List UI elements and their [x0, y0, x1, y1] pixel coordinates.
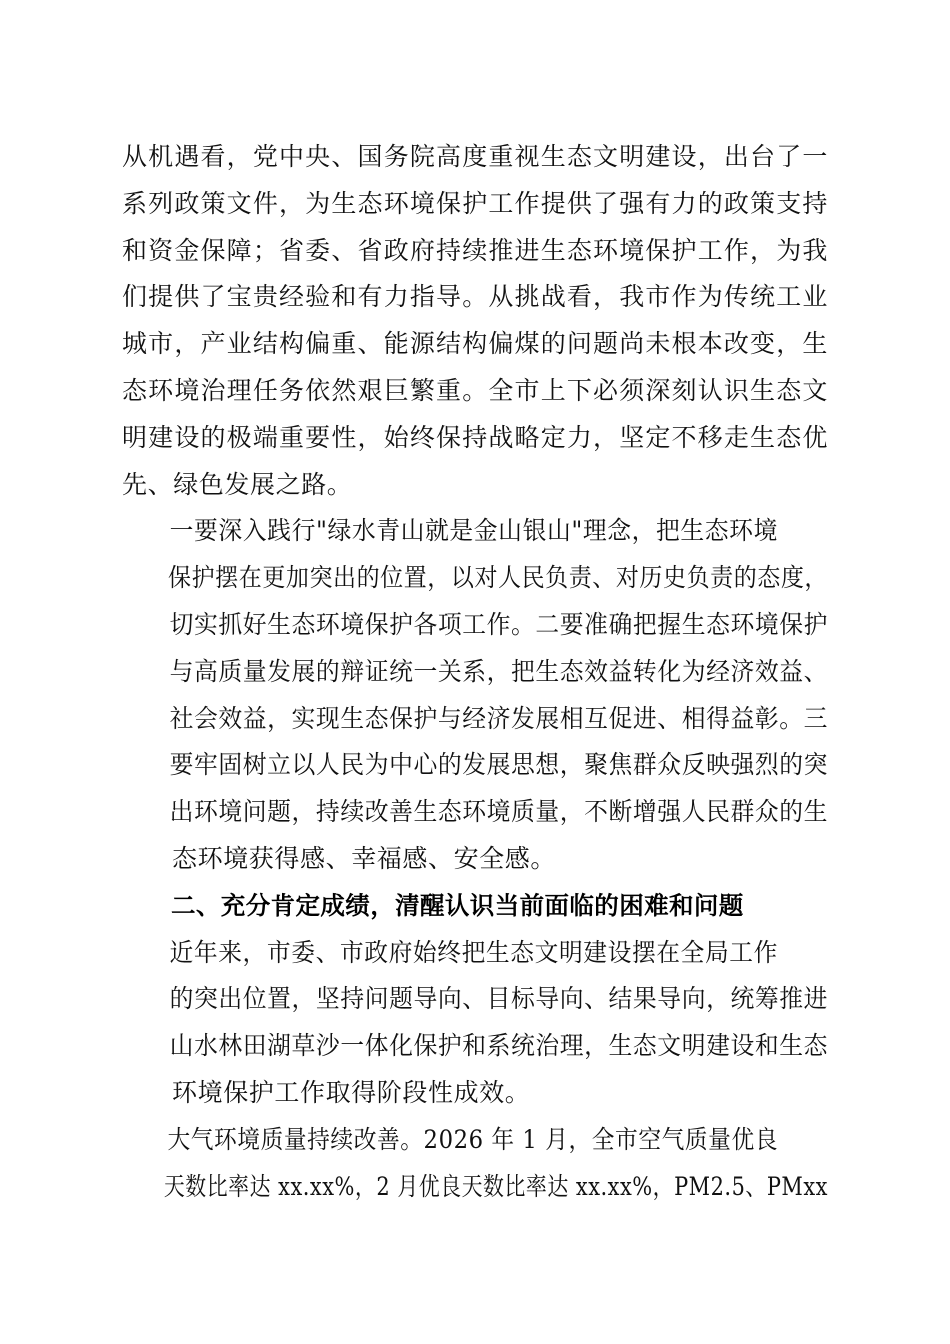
body-paragraph [122, 508, 828, 882]
text-line: 切实抓好生态环境保护各项工作。二要准确把握生态环境保护 [169, 609, 828, 639]
text-line: 保护摆在更加突出的位置，以对人民负责、对历史负责的态度， [168, 563, 829, 593]
text-line: 和资金保障；省委、省政府持续推进生态环境保护工作，为我 [122, 235, 829, 265]
text-line: 天数比率达 xx.xx%，2 月优良天数比率达 xx.xx%，PM2.5、PMxx [163, 1171, 828, 1201]
text-line: 二、充分肯定成绩，清醒认识当前面临的困难和问题 [171, 890, 744, 920]
text-line: 先、绿色发展之路。 [122, 469, 353, 499]
body-paragraph [122, 134, 828, 508]
text-line: 社会效益，实现生态保护与经济发展相互促进、相得益彰。三 [169, 703, 828, 733]
text-line: 城市，产业结构偏重、能源结构偏煤的问题尚未根本改变，生 [122, 329, 829, 359]
text-line: 从机遇看，党中央、国务院高度重视生态文明建设，出台了一 [122, 142, 829, 171]
text-line: 态环境治理任务依然艰巨繁重。全市上下必须深刻认识生态文 [122, 375, 829, 405]
document-body [122, 134, 828, 1210]
text-line: 们提供了宝贵经验和有力指导。从挑战看，我市作为传统工业 [122, 282, 829, 312]
text-line: 近年来，市委、市政府始终把生态文明建设摆在全局工作 [169, 937, 778, 967]
text-line: 大气环境质量持续改善。2026 年 1 月，全市空气质量优良 [167, 1124, 779, 1154]
text-line: 态环境获得感、幸福感、安全感。 [172, 843, 557, 873]
text-line: 山水林田湖草沙一体化保护和系统治理，生态文明建设和生态 [169, 1031, 828, 1061]
text-line: 出环境问题，持续改善生态环境质量，不断增强人民群众的生 [169, 797, 828, 827]
text-line: 的突出位置，坚持问题导向、目标导向、结果导向，统筹推进 [169, 984, 828, 1014]
text-line: 与高质量发展的辩证统一关系，把生态效益转化为经济效益、 [169, 656, 828, 686]
text-line: 系列政策文件，为生态环境保护工作提供了强有力的政策支持 [122, 188, 829, 218]
text-line: 要牢固树立以人民为中心的发展思想，聚焦群众反映强烈的突 [169, 750, 828, 780]
body-paragraph [122, 1117, 828, 1211]
body-paragraph [122, 930, 828, 1117]
text-line: 明建设的极端重要性，始终保持战略定力，坚定不移走生态优 [122, 422, 829, 452]
section-heading [122, 883, 828, 930]
text-line: 环境保护工作取得阶段性成效。 [172, 1077, 531, 1107]
text-line: 一要深入践行"绿水青山就是金山银山"理念，把生态环境 [169, 516, 778, 546]
